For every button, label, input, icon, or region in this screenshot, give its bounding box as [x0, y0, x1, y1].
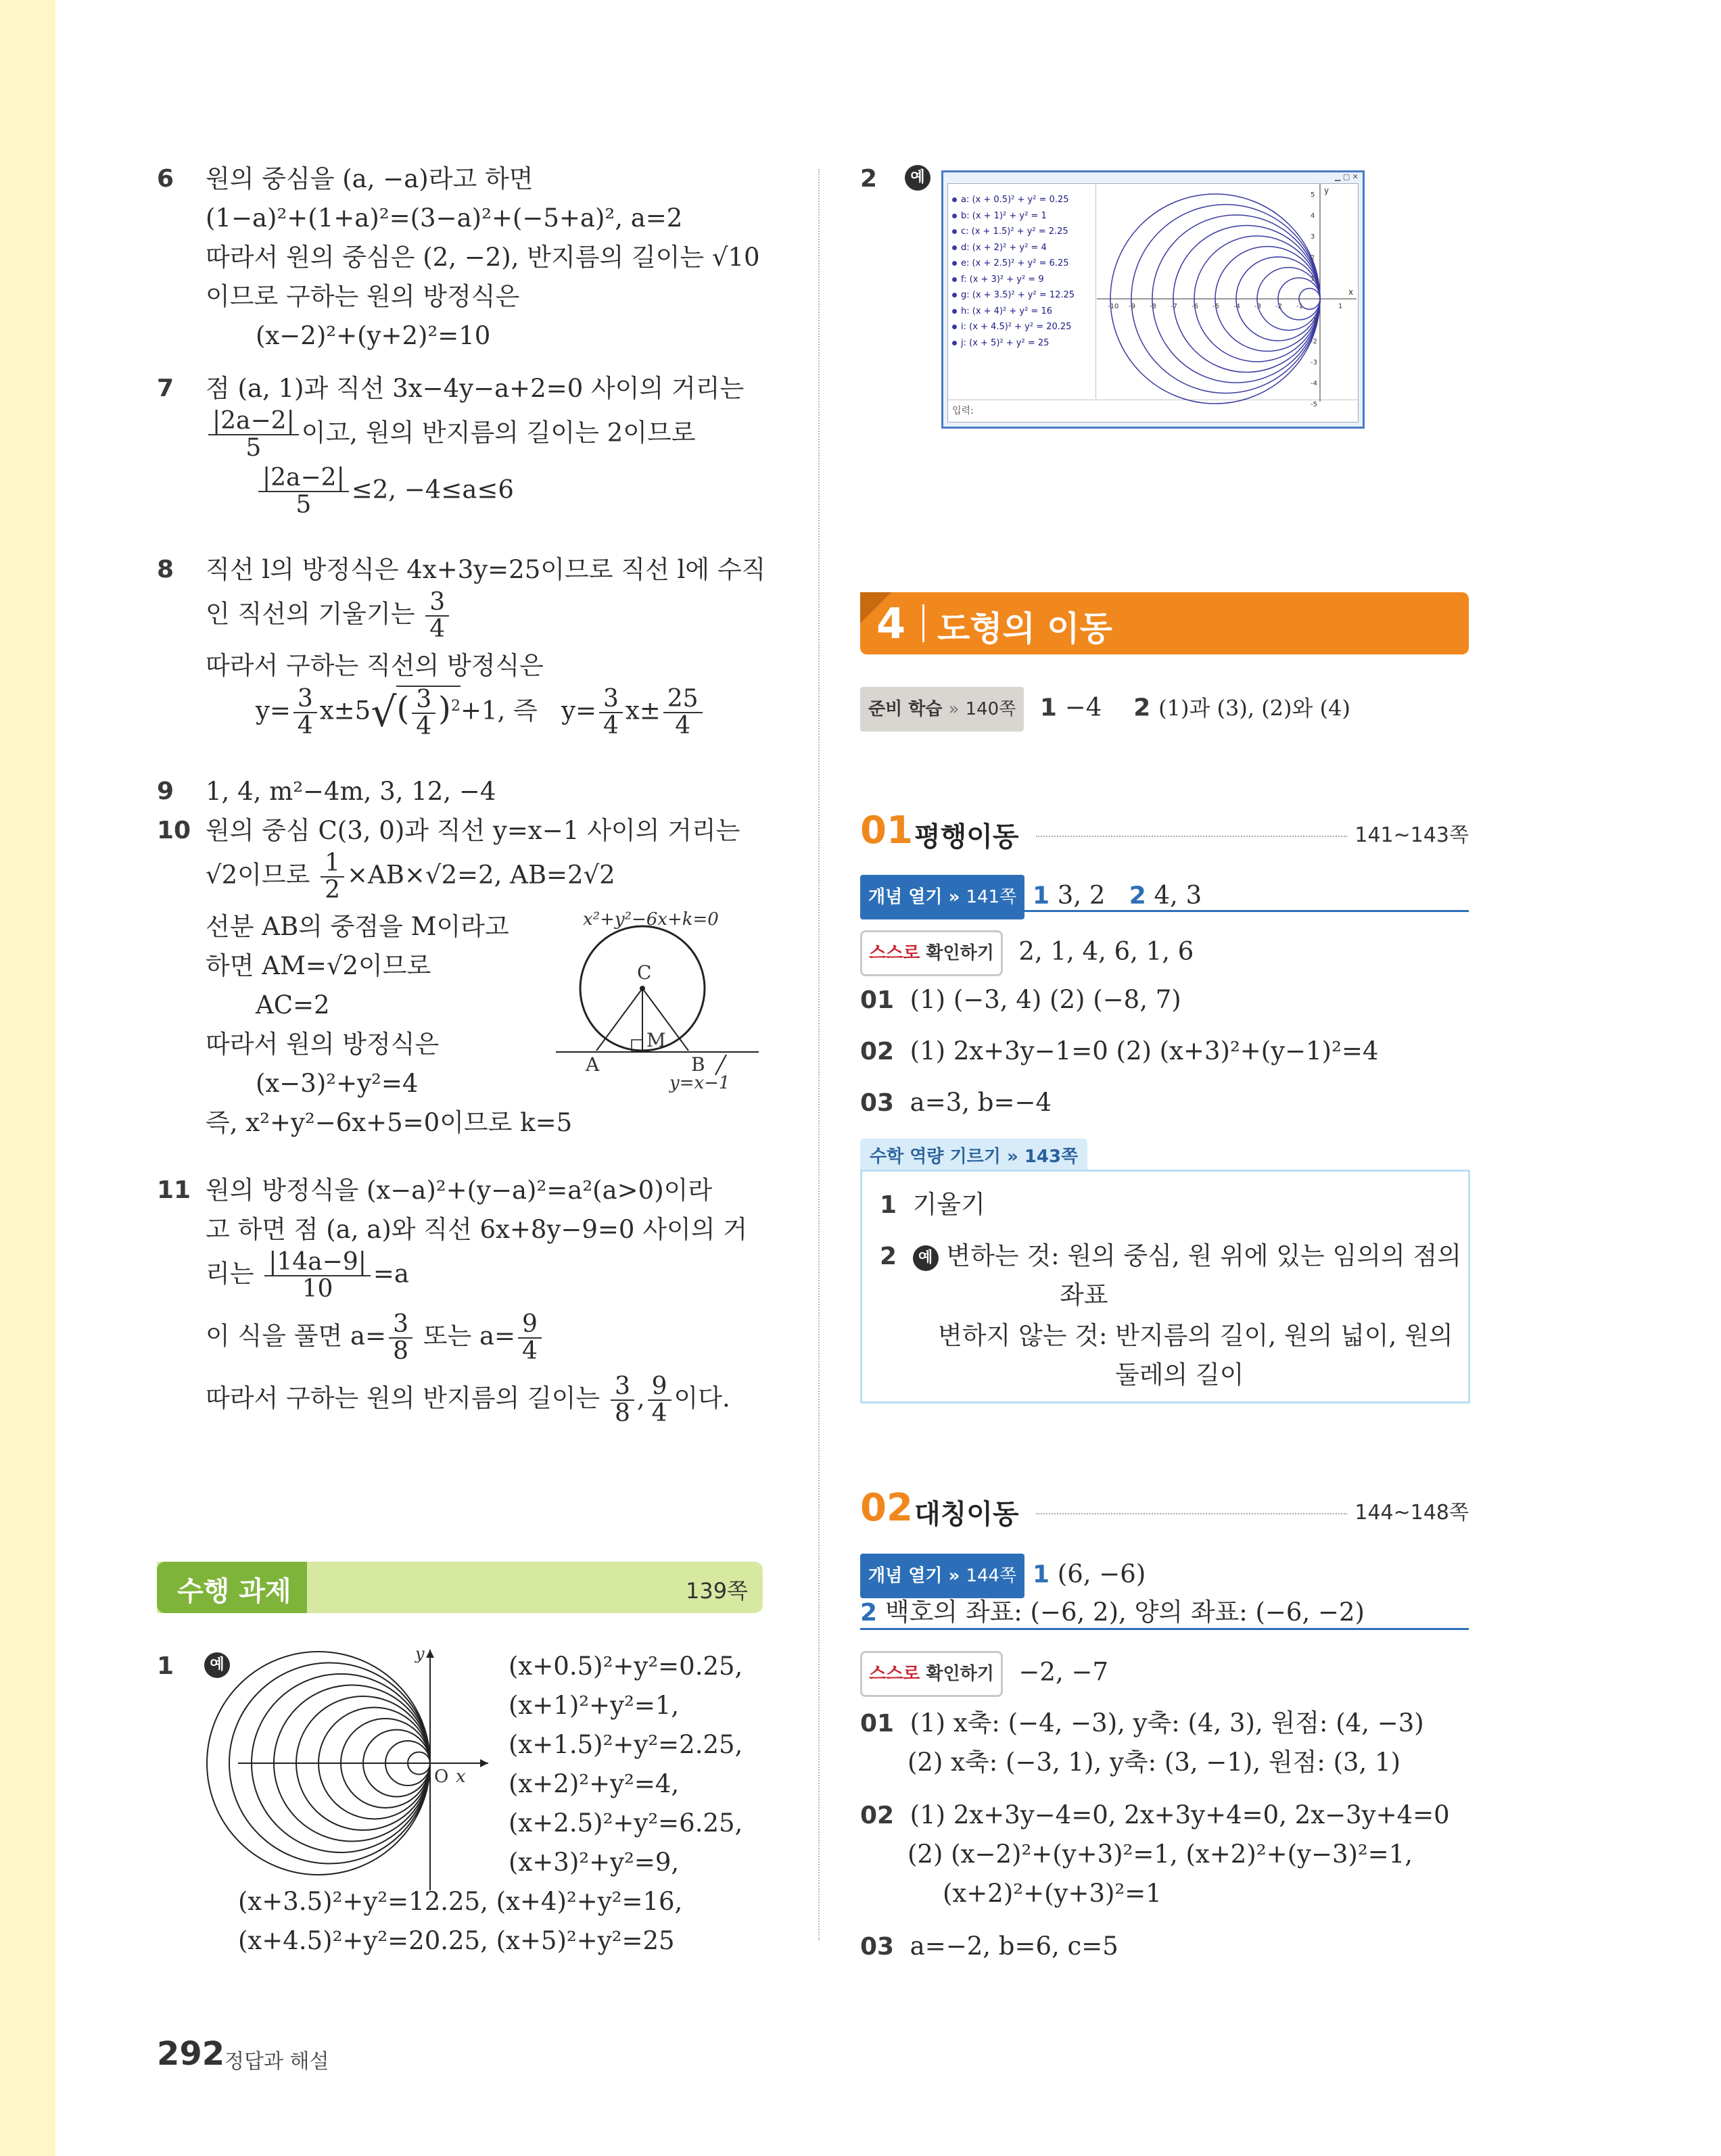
answer-row: (x+2)²+(y+3)²=1: [943, 1879, 1162, 1908]
input-bar[interactable]: 입력:: [948, 400, 1358, 422]
math-competency-tag: 수학 역량 기르기 » 143쪽: [860, 1139, 1087, 1172]
label-b: B: [691, 1053, 705, 1076]
problem-number: 11: [157, 1176, 191, 1204]
solution-line: 즉, x²+y²−6x+5=0이므로 k=5: [206, 1108, 573, 1137]
gg-x-tick: -10: [1108, 303, 1119, 310]
self-check-tag: 스스로 확인하기: [860, 1651, 1003, 1697]
chapter-title: 도형의 이동: [937, 609, 1112, 648]
solution-line: 원의 중심을 (a, −a)라고 하면: [206, 164, 534, 193]
self-check-answers: 스스로 확인하기 2, 1, 4, 6, 1, 6: [860, 930, 1473, 976]
chapter-header: [860, 592, 1469, 654]
gg-y-tick: -1: [1311, 317, 1317, 325]
section-title: 평행이동: [914, 821, 1019, 853]
algebra-item[interactable]: [948, 272, 1095, 288]
math-competency-box: [860, 1170, 1470, 1404]
section-rule: [860, 910, 1469, 912]
section-01-header: [860, 809, 1469, 856]
fraction: $\frac{25}{4}$: [663, 686, 703, 739]
concept-tag: 개념 열기 » 144쪽: [860, 1554, 1024, 1598]
solution-line: 선분 AB의 중점을 M이라고: [206, 912, 509, 941]
task-section-bar: [157, 1562, 763, 1613]
problem-number: 2: [860, 165, 878, 193]
section-number: 02: [860, 1486, 913, 1530]
algebra-item-label: i: (x + 4.5)² + y² = 20.25: [961, 322, 1072, 332]
dotted-leader: [1036, 1513, 1347, 1514]
algebra-item[interactable]: [948, 256, 1095, 272]
answer-row: 02 (1) 2x+3y−1=0 (2) (x+3)²+(y−1)²=4: [860, 1036, 1379, 1065]
gg-x-tick: 1: [1338, 303, 1343, 310]
math-competency-tag-wrap: [860, 1139, 1087, 1172]
answer-row: 변하지 않는 것: 반지름의 길이, 원의 넓이, 원의: [938, 1321, 1453, 1350]
task-page: 139쪽: [686, 1578, 748, 1604]
task-equation-row: (x+4.5)²+y²=20.25, (x+5)²+y²=25: [238, 1926, 675, 1955]
algebra-item[interactable]: [948, 319, 1095, 335]
footer-section: 정답과 해설: [225, 2050, 329, 2074]
problem-number: 1: [157, 1652, 174, 1680]
answer-row: 좌표: [1060, 1280, 1108, 1310]
fraction: $\frac{3}{4}$: [599, 686, 623, 739]
algebra-item[interactable]: [948, 335, 1095, 352]
origin-label: O: [434, 1767, 449, 1787]
algebra-item[interactable]: [948, 287, 1095, 304]
visibility-dot-icon[interactable]: [952, 229, 957, 234]
example-badge: 예: [204, 1652, 230, 1678]
algebra-item[interactable]: [948, 192, 1095, 208]
algebra-item[interactable]: [948, 208, 1095, 224]
fraction: $\frac{1}{2}$: [321, 851, 344, 903]
solution-line: 하면 AM=√2이므로: [206, 951, 431, 980]
circle-line-figure: [556, 906, 759, 1093]
fraction: $\frac{3}{8}$: [389, 1312, 412, 1364]
self-check-tag: 스스로 확인하기: [860, 930, 1003, 976]
gg-y-tick: 2: [1311, 254, 1315, 262]
column-divider: [818, 169, 820, 1940]
solution-line: 따라서 구하는 원의 반지름의 길이는 $\frac{3}{8}$ , $\frac{9}{4}$ 이다.: [206, 1372, 730, 1427]
solution-line: 원의 방정식을 (x−a)²+(y−a)²=a²(a>0)이라: [206, 1176, 713, 1205]
concept-answers: 개념 열기 » 141쪽 1 3, 2 2 4, 3: [860, 875, 1473, 919]
visibility-dot-icon[interactable]: [952, 261, 957, 266]
label-a: A: [586, 1053, 600, 1076]
problem-number: 6: [157, 165, 174, 193]
algebra-item-label: c: (x + 1.5)² + y² = 2.25: [961, 226, 1068, 237]
chapter-separator: [922, 604, 924, 642]
fraction: $\frac{|2a-2|}{5}$: [208, 408, 299, 461]
gg-x-label: x: [1348, 287, 1354, 297]
gg-x-tick: -2: [1275, 303, 1282, 310]
fraction: $\frac{3}{8}$: [611, 1374, 634, 1427]
algebra-item-label: a: (x + 0.5)² + y² = 0.25: [961, 195, 1069, 205]
solution-line: 1, 4, m²−4m, 3, 12, −4: [206, 777, 496, 806]
task-equation: (x+1.5)²+y²=2.25,: [509, 1730, 743, 1759]
algebra-item[interactable]: [948, 224, 1095, 240]
visibility-dot-icon[interactable]: [952, 325, 957, 329]
algebra-item-label: g: (x + 3.5)² + y² = 12.25: [961, 290, 1075, 300]
answer-row: 01 (1) (−3, 4) (2) (−8, 7): [860, 985, 1181, 1014]
prep-tag: 준비 학습 » 140쪽: [860, 687, 1024, 732]
figure-equation: x²+y²−6x+k=0: [583, 909, 719, 930]
solution-line: 이 식을 풀면 a= $\frac{3}{8}$ 또는 a= $\frac{9}{4}$: [206, 1312, 765, 1374]
task-equation-list: [509, 1647, 779, 1882]
concept-answers-2: 2 백호의 좌표: (−6, 2), 양의 좌표: (−6, −2): [860, 1598, 1365, 1627]
solution-line: √2이므로 $\frac{1}{2}$ ×AB×√2=2, AB=2√2: [206, 849, 615, 904]
visibility-dot-icon[interactable]: [952, 214, 957, 218]
solution-line: 점 (a, 1)과 직선 3x−4y−a+2=0 사이의 거리는: [206, 374, 745, 403]
graphics-view: [1097, 184, 1357, 408]
answer-row: 1 기울기: [880, 1190, 985, 1219]
gg-x-tick: -6: [1192, 303, 1198, 310]
gg-x-tick: -1: [1296, 303, 1303, 310]
circles-graph: [238, 1644, 495, 1890]
concept-tag: 개념 열기 » 141쪽: [860, 875, 1024, 919]
gg-x-tick: -5: [1212, 303, 1219, 310]
algebra-item[interactable]: [948, 240, 1095, 256]
solution-line: $\frac{|2a-2|}{5}$ 이고, 원의 반지름의 길이는 2이므로: [206, 408, 765, 465]
gg-y-label: y: [1324, 186, 1329, 195]
visibility-dot-icon[interactable]: [952, 293, 957, 297]
gg-y-tick: -3: [1311, 359, 1317, 366]
solution-line: 리는 $\frac{|14a-9|}{10}$ =a: [206, 1248, 409, 1303]
solution-line: 따라서 원의 중심은 (2, −2), 반지름의 길이는 √10: [206, 243, 760, 272]
solution-line: $\frac{|2a-2|}{5}$ ≤2, −4≤a≤6: [206, 465, 765, 522]
answer-row: 03 a=3, b=−4: [860, 1088, 1052, 1117]
solution-equation: (x−2)²+(y+2)²=10: [256, 321, 491, 350]
algebra-item-label: f: (x + 3)² + y² = 9: [961, 274, 1044, 285]
algebra-view: [948, 184, 1096, 399]
x-axis-arrow: [480, 1759, 488, 1767]
solution-line: 인 직선의 기울기는 $\frac{3}{4}$: [206, 590, 765, 646]
task-equation-row: (x+3.5)²+y²=12.25, (x+4)²+y²=16,: [238, 1887, 683, 1916]
solution-line: AC=2: [256, 990, 330, 1020]
solution-line: 고 하면 점 (a, a)와 직선 6x+8y−9=0 사이의 거: [206, 1215, 747, 1244]
task-equation: (x+2.5)²+y²=6.25,: [509, 1808, 743, 1838]
algebra-item-label: e: (x + 2.5)² + y² = 6.25: [961, 258, 1069, 268]
gg-y-tick: 3: [1311, 233, 1315, 241]
visibility-dot-icon[interactable]: [952, 245, 957, 250]
solution-line: 따라서 구하는 직선의 방정식은: [206, 651, 544, 680]
section-title: 대칭이동: [914, 1499, 1019, 1530]
answer-row: 둘레의 길이: [1115, 1360, 1244, 1389]
section-number: 01: [860, 809, 913, 853]
center-dot: [640, 986, 645, 991]
answer-row: 02 (1) 2x+3y−4=0, 2x+3y+4=0, 2x−3y+4=0: [860, 1800, 1450, 1829]
answer-row: 03 a=−2, b=6, c=5: [860, 1932, 1118, 1961]
gg-x-tick: -8: [1150, 303, 1156, 310]
answer-row: 2 예 변하는 것: 원의 중심, 원 위에 있는 임의의 점의: [880, 1241, 1462, 1270]
page-margin-band: [0, 0, 55, 2156]
algebra-item-label: h: (x + 4)² + y² = 16: [961, 306, 1052, 316]
geogebra-window: [941, 170, 1365, 429]
section-pages: 144~148쪽: [1354, 1501, 1469, 1525]
line-label: y=x−1: [669, 1073, 730, 1093]
solution-line: 직선 l의 방정식은 4x+3y=25이므로 직선 l에 수직: [206, 555, 766, 584]
visibility-dot-icon[interactable]: [952, 341, 957, 345]
algebra-item[interactable]: [948, 304, 1095, 320]
gg-y-tick: -4: [1311, 380, 1317, 387]
task-equation: (x+1)²+y²=1,: [509, 1691, 680, 1720]
pointer-line: [715, 1055, 726, 1075]
task-tag: [157, 1562, 307, 1613]
solution-line: (1−a)²+(1+a)²=(3−a)²+(−5+a)², a=2: [206, 203, 683, 233]
gg-x-tick: -3: [1254, 303, 1261, 310]
dotted-leader: [1036, 836, 1347, 837]
solution-line: 따라서 원의 방정식은: [206, 1030, 440, 1059]
task-equation: (x+3)²+y²=9,: [509, 1848, 680, 1877]
problem-number: 10: [157, 817, 191, 844]
label-m: M: [646, 1029, 666, 1051]
gg-x-tick: -9: [1129, 303, 1135, 310]
task-title: 수행 과제: [177, 1576, 291, 1607]
algebra-item-label: b: (x + 1)² + y² = 1: [961, 210, 1047, 221]
geogebra-content: [947, 183, 1359, 423]
gg-y-tick: -2: [1311, 338, 1317, 345]
concept-answers: 개념 열기 » 144쪽 1 (6, −6): [860, 1554, 1473, 1598]
answer-row: 01 (1) x축: (−4, −3), y축: (4, 3), 원점: (4, −3): [860, 1708, 1424, 1738]
fraction: $\frac{|2a-2|}{5}$: [258, 465, 349, 518]
gg-y-tick: 5: [1311, 191, 1315, 199]
window-controls[interactable]: ▁ ▢ ✕: [1334, 172, 1359, 181]
answer-row: (2) (x−2)²+(y+3)²=1, (x+2)²+(y−3)²=1,: [907, 1840, 1413, 1869]
algebra-item-label: j: (x + 5)² + y² = 25: [961, 337, 1050, 348]
label-c: C: [637, 961, 652, 984]
y-axis-arrow: [426, 1650, 434, 1658]
sqrt-body: ( $\frac{3}{4}$ )$^2$: [396, 686, 461, 740]
self-check-answers: 스스로 확인하기 −2, −7: [860, 1651, 1473, 1697]
gg-x-tick: -7: [1171, 303, 1177, 310]
visibility-dot-icon[interactable]: [952, 277, 957, 282]
gg-y-tick: 4: [1311, 212, 1315, 220]
task-equation: (x+0.5)²+y²=0.25,: [509, 1652, 743, 1681]
algebra-item-label: d: (x + 2)² + y² = 4: [961, 242, 1047, 253]
visibility-dot-icon[interactable]: [952, 197, 957, 202]
example-badge: 예: [905, 165, 930, 191]
fraction: $\frac{3}{4}$: [412, 687, 435, 740]
visibility-dot-icon[interactable]: [952, 309, 957, 314]
section-02-header: [860, 1486, 1469, 1533]
answer-row: (2) x축: (−3, 1), y축: (3, −1), 원점: (3, 1): [907, 1748, 1401, 1777]
section-pages: 141~143쪽: [1354, 823, 1469, 847]
gg-y-tick: -5: [1311, 401, 1317, 408]
figure-ca: [596, 988, 642, 1051]
fraction: $\frac{9}{4}$: [518, 1312, 542, 1364]
gg-y-tick: 1: [1311, 275, 1315, 283]
y-axis-label: y: [415, 1644, 425, 1663]
task-equation: (x+2)²+y²=4,: [509, 1769, 680, 1798]
page-number: 292: [157, 2035, 225, 2073]
problem-number: 8: [157, 556, 174, 583]
solution-equation: (x−3)²+y²=4: [256, 1069, 419, 1098]
fraction: $\frac{|14a-9|}{10}$: [264, 1249, 371, 1302]
problem-number: 7: [157, 375, 174, 402]
solution-line: 이므로 구하는 원의 방정식은: [206, 282, 520, 311]
sqrt-sign: √: [371, 688, 397, 736]
x-axis-label: x: [456, 1767, 466, 1787]
gg-x-tick: -4: [1233, 303, 1240, 310]
fraction: $\frac{9}{4}$: [648, 1374, 671, 1427]
question-2: [860, 160, 1469, 430]
chapter-number: 4: [876, 599, 906, 648]
section-rule: [860, 1628, 1469, 1630]
solution-equation: y= $\frac{3}{4}$ x±5√( $\frac{3}{4}$ )$^2$+1, 즉 y= $\frac{3}{4}$ x± $\frac{25}{4}$: [206, 686, 765, 752]
fraction: $\frac{3}{4}$: [425, 590, 449, 642]
prep-answers: 준비 학습 » 140쪽 1 −4 2 (1)과 (3), (2)와 (4): [860, 687, 1473, 732]
problem-number: 9: [157, 777, 174, 805]
solution-line: 원의 중심 C(3, 0)과 직선 y=x−1 사이의 거리는: [206, 816, 740, 845]
fraction: $\frac{3}{4}$: [293, 686, 317, 739]
